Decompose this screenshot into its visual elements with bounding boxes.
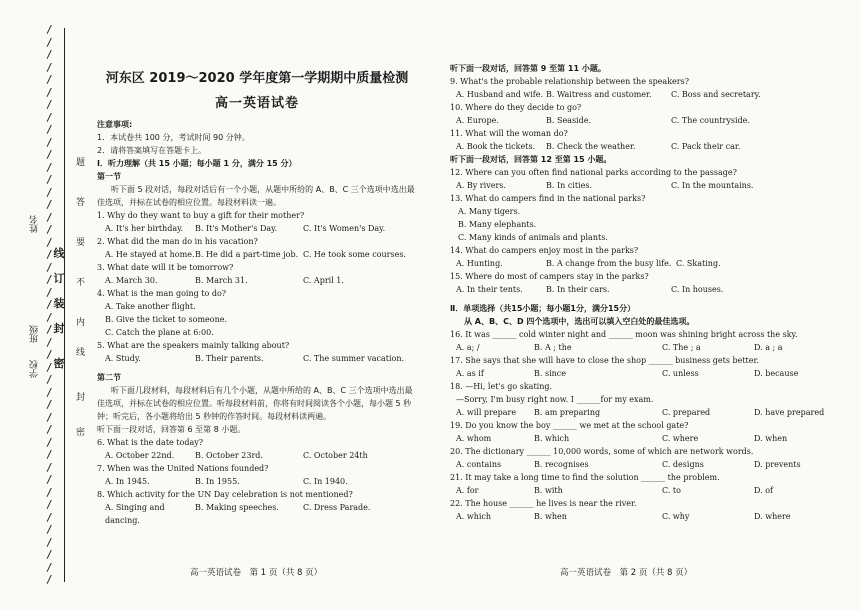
notice-char: 密 <box>76 428 86 438</box>
option: A. a; / <box>456 343 480 352</box>
option: B. Check the weather. <box>546 142 636 151</box>
option: B. which <box>534 434 570 443</box>
option: D. a ; a <box>754 343 783 352</box>
section2-instruction: 听下面几段材料，每段材料后有几个小题，从题中所给的 A、B、C 三个选项中选出最佳选项，并标在试卷的相应位置。听每段材料前，你将有时间阅读各个小题，每小题 5 秒钟；听完后，各小题将给出 5 秒钟的作答时间。每段材料读两遍。 <box>97 386 413 421</box>
question-text: 6. What is the date today? <box>97 438 204 447</box>
option: C. He took some courses. <box>303 250 406 259</box>
option: C. The ; a <box>662 343 701 352</box>
option: A. He stayed at home. <box>105 250 195 259</box>
option: B. In their cars. <box>546 285 610 294</box>
notice-char: 封 <box>76 393 86 403</box>
option: A. In their tents. <box>456 285 523 294</box>
binding-strip <box>0 0 95 610</box>
option: C. Dress Parade. <box>303 503 371 512</box>
option: A. It's her birthday. <box>105 224 184 233</box>
question-6 <box>97 436 417 462</box>
option: C. April 1. <box>303 276 344 285</box>
notes-heading: 注意事项: <box>97 120 133 129</box>
option: B. Their parents. <box>195 354 264 363</box>
question-text: 19. Do you know the boy ______ we met at the school gate? <box>450 421 689 430</box>
seal-char: 密 <box>53 357 65 370</box>
option: C. The summer vacation. <box>303 354 405 363</box>
option: D. of <box>754 486 773 495</box>
option: C. In houses. <box>671 285 724 294</box>
option: A. Study. <box>105 354 141 363</box>
section1-instruction: 听下面 5 段对话，每段对话后有一个小题，从题中所给的 A、B、C 三个选项中选出最佳选项，并标在试卷的相应位置。每段材料读一遍。 <box>97 185 415 207</box>
listen-instruction: 听下面一段对话，回答第 6 至第 8 小题。 <box>97 425 246 434</box>
option: C. It's Women's Day. <box>303 224 386 233</box>
option: B. It's Mother's Day. <box>195 224 278 233</box>
question-text: 8. Which activity for the UN Day celebration is not mentioned? <box>97 490 353 499</box>
option: C. why <box>662 512 690 521</box>
question-text: 17. She says that she will have to close the shop ______ business gets better. <box>450 356 759 365</box>
option: D. because <box>754 369 799 378</box>
option: A. Husband and wife. <box>456 90 544 99</box>
right-column <box>450 62 850 523</box>
question-text: 20. The dictionary ______ 10,000 words, some of which are network words. <box>450 447 754 456</box>
option: A. In 1945. <box>105 477 150 486</box>
option: C. The countryside. <box>671 116 750 125</box>
question-text: 22. The house ______ he lives is near the river. <box>450 499 637 508</box>
option: B. recognises <box>534 460 589 469</box>
question-21 <box>450 471 850 497</box>
option: C. In 1940. <box>303 477 348 486</box>
option: A. contains <box>456 460 502 469</box>
question-9 <box>450 75 850 101</box>
question-2 <box>97 235 417 261</box>
notice-char: 不 <box>76 278 86 288</box>
option: B. Making speeches. <box>195 503 279 512</box>
option: A. for <box>456 486 479 495</box>
option: C. In the mountains. <box>671 181 754 190</box>
option: A. Many tigers. <box>458 207 521 216</box>
seal-char: 订 <box>53 272 65 285</box>
listen-instruction: 听下面一段对话，回答第 12 至第 15 小题。 <box>450 155 612 164</box>
option: D. when <box>754 434 788 443</box>
question-7 <box>97 462 417 488</box>
page-footer-left: 高一英语试卷 第 1 页（共 8 页） <box>190 568 323 578</box>
seal-char: 装 <box>53 297 65 310</box>
option: A. which <box>456 512 492 521</box>
seal-char: 线 <box>53 247 65 260</box>
question-text: 11. What will the woman do? <box>450 129 568 138</box>
option: C. Many kinds of animals and plants. <box>458 233 608 242</box>
part1-heading: Ⅰ．听力理解（共 15 小题；每小题 1 分，满分 15 分） <box>97 159 297 168</box>
question-text: 3. What date will it be tomorrow? <box>97 263 234 272</box>
question-text: 9. What's the probable relationship between the speakers? <box>450 77 690 86</box>
question-text: 2. What did the man do in his vacation? <box>97 237 258 246</box>
notice-char: 题 <box>76 158 86 168</box>
option: B. Waitress and customer. <box>546 90 652 99</box>
option: C. Skating. <box>676 259 721 268</box>
option: C. Pack their car. <box>671 142 741 151</box>
option: C. designs <box>662 460 704 469</box>
option: B. He did a part-time job. <box>195 250 299 259</box>
name-field-label: 姓名 <box>30 215 40 233</box>
option: B. October 23rd. <box>195 451 263 460</box>
note-item: 2．请将答案填写在答题卡上。 <box>97 146 207 155</box>
option: A. Europe. <box>456 116 499 125</box>
option: A. October 22nd. <box>105 451 175 460</box>
exam-title: 河东区 2019～2020 学年度第一学期期中质量检测 <box>105 71 409 86</box>
left-column <box>97 70 417 527</box>
option: B. am preparing <box>534 408 601 417</box>
option: A. as if <box>456 369 484 378</box>
option: C. Catch the plane at 6:00. <box>105 328 214 337</box>
question-22 <box>450 497 850 523</box>
question-4 <box>97 287 417 339</box>
question-text: 16. It was ______ cold winter night and ______ moon was shining bright across the sky. <box>450 330 798 339</box>
question-17 <box>450 354 850 380</box>
section1-heading: 第一节 <box>97 172 121 181</box>
question-text: 18. —Hi, let's go skating. <box>450 382 553 391</box>
option: B. Give the ticket to someone. <box>105 315 228 324</box>
question-10 <box>450 101 850 127</box>
option: B. A ; the <box>534 343 572 352</box>
question-text: 21. It may take a long time to find the solution ______ the problem. <box>450 473 720 482</box>
page-footer-right: 高一英语试卷 第 2 页（共 8 页） <box>560 568 693 578</box>
question-19 <box>450 419 850 445</box>
option: A. Singing and dancing. <box>105 503 165 525</box>
option: C. Boss and secretary. <box>671 90 761 99</box>
question-text: 1. Why do they want to buy a gift for their mother? <box>97 211 305 220</box>
note-item: 1．本试卷共 100 分，考试时间 90 分钟。 <box>97 133 250 142</box>
question-8 <box>97 488 417 527</box>
question-text: 7. When was the United Nations founded? <box>97 464 269 473</box>
notice-char: 线 <box>76 348 86 358</box>
question-12 <box>450 166 850 192</box>
section2-heading: 第二节 <box>97 373 121 382</box>
question-5 <box>97 339 417 365</box>
option: D. prevents <box>754 460 801 469</box>
question-text: 12. Where can you often find national parks according to the passage? <box>450 168 737 177</box>
question-text: 10. Where do they decide to go? <box>450 103 582 112</box>
option: C. to <box>662 486 681 495</box>
seal-line-left: / / / / / / / / / / / / / / / / / / / / / / / / / / / / / / / / / / / / / / / / / / / / / <box>46 23 53 586</box>
question-text: 5. What are the speakers mainly talking about? <box>97 341 290 350</box>
notice-char: 要 <box>76 238 86 248</box>
question-15 <box>450 270 850 296</box>
option: A. will prepare <box>456 408 517 417</box>
option: B. A change from the busy life. <box>546 259 672 268</box>
option: B. In cities. <box>546 181 593 190</box>
option: B. when <box>534 512 567 521</box>
option: C. October 24th <box>303 451 368 460</box>
notice-char: 答 <box>76 198 86 208</box>
question-1 <box>97 209 417 235</box>
question-text: 13. What do campers find in the national parks? <box>450 194 646 203</box>
option: B. with <box>534 486 563 495</box>
option: D. where <box>754 512 791 521</box>
question-16 <box>450 328 850 354</box>
notice-char: 内 <box>76 318 86 328</box>
option: B. Seaside. <box>546 116 592 125</box>
question-11 <box>450 127 850 153</box>
part2-instruction: 从 A、B、C、D 四个选项中，选出可以填入空白处的最佳选项。 <box>464 317 695 326</box>
option: A. Book the tickets. <box>456 142 536 151</box>
option: A. Take another flight. <box>105 302 196 311</box>
question-20 <box>450 445 850 471</box>
listen-instruction: 听下面一段对话，回答第 9 至第 11 小题。 <box>450 64 606 73</box>
option: C. where <box>662 434 699 443</box>
option: A. By rivers. <box>456 181 506 190</box>
school-field-label: 学校 <box>30 360 40 378</box>
option: A. whom <box>456 434 492 443</box>
question-text: 14. What do campers enjoy most in the parks? <box>450 246 639 255</box>
question-18 <box>450 380 850 419</box>
option: B. since <box>534 369 566 378</box>
option: A. March 30. <box>105 276 158 285</box>
part2-heading: Ⅱ．单项选择（共15小题；每小题1分，满分15分） <box>450 304 636 313</box>
question-text: 4. What is the man going to do? <box>97 289 227 298</box>
option: B. March 31. <box>195 276 248 285</box>
question-3 <box>97 261 417 287</box>
option: A. Hunting. <box>456 259 503 268</box>
option: C. prepared <box>662 408 711 417</box>
class-field-label: 班级 <box>30 325 40 343</box>
option: C. unless <box>662 369 699 378</box>
seal-char: 封 <box>53 322 65 335</box>
question-text: —Sorry, I'm busy right now. I ______for my exam. <box>456 395 654 404</box>
question-14 <box>450 244 850 270</box>
option: D. have prepared <box>754 408 825 417</box>
exam-subtitle: 高一英语试卷 <box>214 96 299 111</box>
question-text: 15. Where do most of campers stay in the parks? <box>450 272 649 281</box>
option: B. Many elephants. <box>458 220 537 229</box>
option: B. In 1955. <box>195 477 240 486</box>
question-13 <box>450 192 850 244</box>
